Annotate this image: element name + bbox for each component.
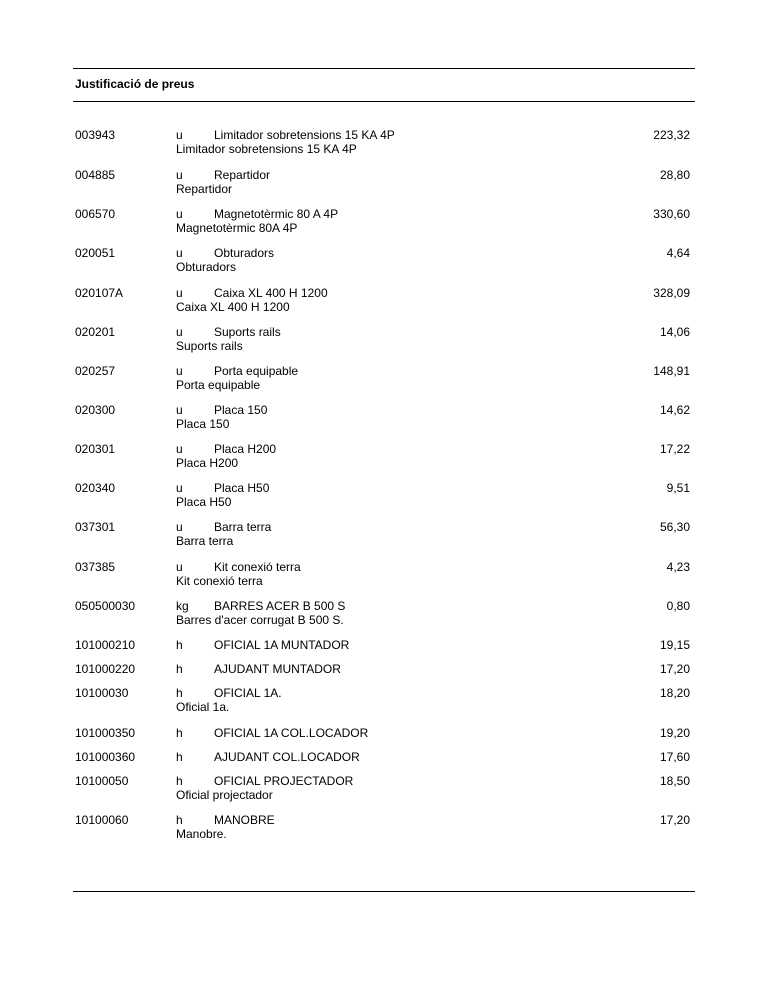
price-row <box>0 520 768 554</box>
item-unit: h <box>176 774 183 788</box>
item-code: 004885 <box>75 168 116 182</box>
price-row <box>0 286 768 320</box>
price-row <box>0 246 768 280</box>
item-price: 28,80 <box>659 168 690 182</box>
item-unit: h <box>176 662 183 676</box>
item-price: 18,50 <box>659 774 690 788</box>
item-title: Porta equipable <box>214 364 299 378</box>
item-description: Manobre. <box>176 827 227 841</box>
item-title: Kit conexió terra <box>214 560 301 574</box>
item-title: AJUDANT MUNTADOR <box>214 662 341 676</box>
item-description: Oficial 1a. <box>176 700 230 714</box>
item-code: 037301 <box>75 520 116 534</box>
price-row <box>0 560 768 594</box>
item-unit: u <box>176 325 183 339</box>
item-price: 19,15 <box>659 638 690 652</box>
item-unit: u <box>176 207 183 221</box>
item-code: 050500030 <box>75 599 136 613</box>
price-row <box>0 442 768 476</box>
item-description: Barres d'acer corrugat B 500 S. <box>176 613 344 627</box>
item-price: 4,64 <box>666 246 690 260</box>
item-code: 020107A <box>75 286 124 300</box>
item-price: 17,60 <box>659 750 690 764</box>
item-code: 003943 <box>75 128 116 142</box>
header-bottom-rule <box>73 101 695 102</box>
item-title: Obturadors <box>214 246 275 260</box>
item-unit: u <box>176 286 183 300</box>
item-description: Repartidor <box>176 182 233 196</box>
item-title: BARRES ACER B 500 S <box>214 599 346 613</box>
item-title: Caixa XL 400 H 1200 <box>214 286 328 300</box>
item-title: Limitador sobretensions 15 KA 4P <box>214 128 395 142</box>
item-unit: h <box>176 686 183 700</box>
price-row <box>0 168 768 202</box>
item-price: 17,20 <box>659 662 690 676</box>
item-description: Caixa XL 400 H 1200 <box>176 300 290 314</box>
item-description: Porta equipable <box>176 378 261 392</box>
item-code: 020201 <box>75 325 116 339</box>
footer-rule <box>73 891 695 892</box>
price-row <box>0 686 768 720</box>
item-code: 101000360 <box>75 750 136 764</box>
item-price: 328,09 <box>653 286 690 300</box>
item-code: 020257 <box>75 364 116 378</box>
item-unit: h <box>176 726 183 740</box>
item-unit: u <box>176 481 183 495</box>
item-title: AJUDANT COL.LOCADOR <box>214 750 360 764</box>
item-description: Oficial projectador <box>176 788 273 802</box>
price-row <box>0 774 768 808</box>
price-row <box>0 599 768 633</box>
item-price: 148,91 <box>653 364 690 378</box>
header-top-rule <box>73 68 695 69</box>
item-unit: kg <box>176 599 189 613</box>
item-title: OFICIAL 1A MUNTADOR <box>214 638 350 652</box>
item-description: Placa H200 <box>176 456 239 470</box>
item-code: 020301 <box>75 442 116 456</box>
item-code: 020051 <box>75 246 116 260</box>
item-code: 006570 <box>75 207 116 221</box>
item-code: 101000220 <box>75 662 136 676</box>
price-row <box>0 128 768 162</box>
item-unit: h <box>176 813 183 827</box>
item-code: 020300 <box>75 403 116 417</box>
item-price: 17,20 <box>659 813 690 827</box>
price-row <box>0 207 768 241</box>
item-title: Placa H200 <box>214 442 277 456</box>
item-unit: u <box>176 560 183 574</box>
item-title: Barra terra <box>214 520 272 534</box>
item-description: Limitador sobretensions 15 KA 4P <box>176 142 357 156</box>
item-unit: u <box>176 442 183 456</box>
item-title: Magnetotèrmic 80 A 4P <box>214 207 339 221</box>
item-unit: u <box>176 246 183 260</box>
item-title: OFICIAL 1A. <box>214 686 282 700</box>
item-price: 14,62 <box>659 403 690 417</box>
item-description: Kit conexió terra <box>176 574 263 588</box>
item-title: OFICIAL PROJECTADOR <box>214 774 354 788</box>
item-unit: u <box>176 403 183 417</box>
item-unit: u <box>176 364 183 378</box>
item-code: 037385 <box>75 560 116 574</box>
item-price: 18,20 <box>659 686 690 700</box>
item-title: MANOBRE <box>214 813 275 827</box>
item-unit: u <box>176 520 183 534</box>
item-price: 17,22 <box>659 442 690 456</box>
item-title: Suports rails <box>214 325 281 339</box>
item-description: Barra terra <box>176 534 234 548</box>
item-price: 14,06 <box>659 325 690 339</box>
item-unit: u <box>176 168 183 182</box>
price-row <box>0 364 768 398</box>
item-price: 56,30 <box>659 520 690 534</box>
item-code: 10100030 <box>75 686 129 700</box>
item-code: 10100050 <box>75 774 129 788</box>
item-code: 10100060 <box>75 813 129 827</box>
item-title: Repartidor <box>214 168 271 182</box>
item-title: Placa 150 <box>214 403 268 417</box>
item-description: Obturadors <box>176 260 237 274</box>
item-description: Placa H50 <box>176 495 232 509</box>
item-unit: h <box>176 638 183 652</box>
item-price: 330,60 <box>653 207 690 221</box>
item-price: 9,51 <box>666 481 690 495</box>
item-title: Placa H50 <box>214 481 270 495</box>
item-description: Placa 150 <box>176 417 230 431</box>
price-row <box>0 325 768 359</box>
price-row <box>0 403 768 437</box>
item-price: 19,20 <box>659 726 690 740</box>
item-price: 0,80 <box>666 599 690 613</box>
item-description: Magnetotèrmic 80A 4P <box>176 221 298 235</box>
item-price: 4,23 <box>666 560 690 574</box>
page-title: Justificació de preus <box>75 77 195 91</box>
item-code: 020340 <box>75 481 116 495</box>
item-code: 101000350 <box>75 726 136 740</box>
item-code: 101000210 <box>75 638 136 652</box>
item-price: 223,32 <box>653 128 690 142</box>
price-row <box>0 813 768 847</box>
item-description: Suports rails <box>176 339 243 353</box>
item-unit: u <box>176 128 183 142</box>
item-title: OFICIAL 1A COL.LOCADOR <box>214 726 369 740</box>
item-unit: h <box>176 750 183 764</box>
price-row <box>0 481 768 515</box>
